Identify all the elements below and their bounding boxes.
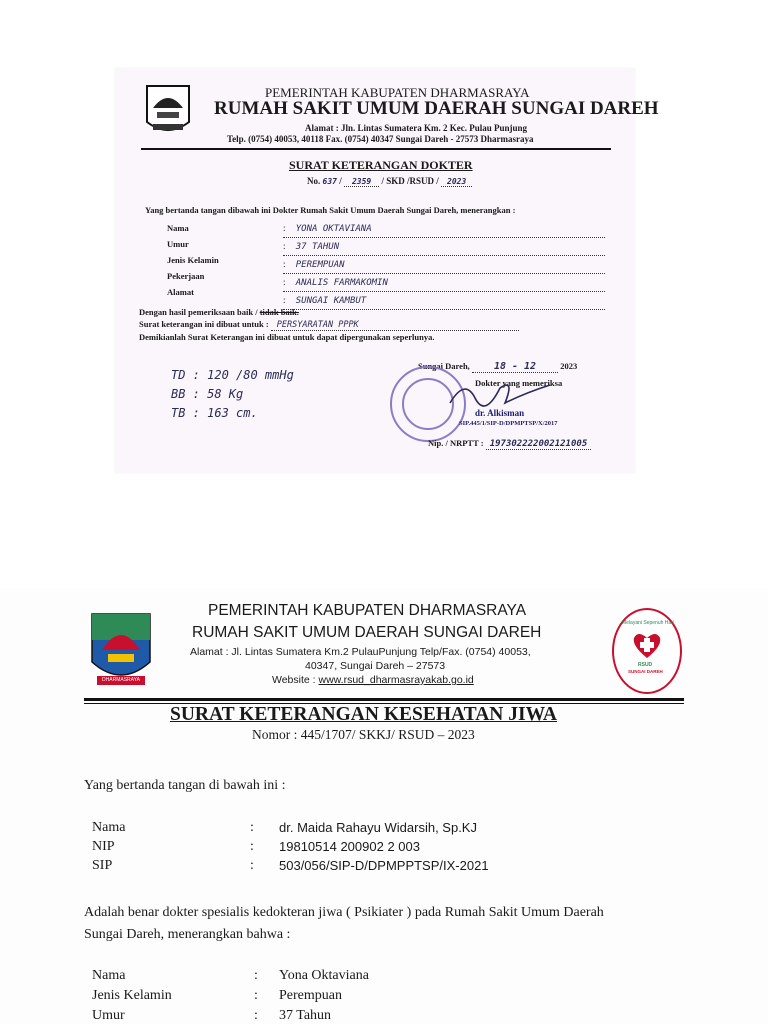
signer-labels bbox=[92, 818, 125, 875]
vital-sign-item: TB : 163 cm. bbox=[171, 406, 258, 420]
certificate-title: SURAT KETERANGAN KESEHATAN JIWA bbox=[170, 704, 558, 725]
signature-icon bbox=[445, 373, 555, 413]
hospital-address-cont: 40347, Sungai Dareh – 27573 bbox=[305, 660, 446, 672]
signing-date: Sungai Dareh, 18 - 12 2023 bbox=[418, 361, 578, 372]
field-value: SUNGAI KAMBUT bbox=[295, 296, 367, 306]
hospital-address: Alamat : Jln. Lintas Sumatera Km. 2 Kec. Pulau Punjung bbox=[305, 123, 528, 133]
header-divider-thick bbox=[84, 698, 684, 701]
signer-label: NIP bbox=[92, 839, 115, 854]
field-label: Alamat bbox=[167, 287, 194, 297]
patient-values bbox=[279, 966, 369, 1026]
field-label: Umur bbox=[167, 239, 189, 249]
hospital-logo-text: RSUD bbox=[638, 662, 653, 668]
patient-field-labels bbox=[167, 220, 219, 300]
signer-value: 503/056/SIP-D/DPMPPTSP/IX-2021 bbox=[279, 858, 489, 873]
patient-labels bbox=[92, 966, 172, 1026]
emblem-ribbon: DHARMASRAYA bbox=[97, 676, 145, 685]
hospital-address: Alamat : Jl. Lintas Sumatera Km.2 PulauPunjung Telp/Fax. (0754) 40053, bbox=[190, 646, 531, 658]
field-label: Pekerjaan bbox=[167, 271, 205, 281]
certificate-number: Nomor : 445/1707/ SKKJ/ RSUD – 2023 bbox=[252, 727, 475, 742]
signer-colons: : : : bbox=[250, 820, 254, 873]
hospital-logo-subtext: SUNGAI DAREH bbox=[628, 669, 663, 674]
patient-colons: : : : bbox=[254, 968, 258, 1023]
doctor-name: dr. Alkisman bbox=[475, 408, 525, 418]
hospital-name: RUMAH SAKIT UMUM DAERAH SUNGAI DAREH bbox=[214, 98, 659, 119]
certificate-number: No. 637 / 2359 / SKD /RSUD / 2023 bbox=[307, 176, 472, 186]
nip-line: Nip. / NRPTT : 197302222002121005 bbox=[428, 438, 591, 449]
doctor-sip: SIP.445/1/SIP-D/DPMPTSP/X/2017 bbox=[459, 420, 558, 427]
signer-values bbox=[279, 818, 489, 875]
hospital-logo bbox=[612, 608, 682, 694]
field-value: ANALIS FARMAKOMIN bbox=[295, 278, 388, 288]
field-value: 37 TAHUN bbox=[295, 242, 340, 252]
vital-sign-item: TD : 120 /80 mmHg bbox=[171, 368, 294, 382]
gov-name: PEMERINTAH KABUPATEN DHARMASRAYA bbox=[208, 602, 527, 619]
hospital-contact: Telp. (0754) 40053, 40118 Fax. (0754) 40347 Sungai Dareh - 27573 Dharmasraya bbox=[227, 134, 534, 144]
closing-text: Demikianlah Surat Keterangan ini dibuat untuk dapat dipergunakan seperlunya. bbox=[139, 332, 435, 342]
examiner-label: Dokter yang memeriksa bbox=[475, 378, 563, 388]
hospital-name: RUMAH SAKIT UMUM DAERAH SUNGAI DAREH bbox=[192, 624, 542, 641]
patient-field-values: : YONA OKTAVIANA : 37 TAHUN : PEREMPUAN : ANALIS FARMAKOMIN : SUNGAI KAMBUT bbox=[283, 220, 605, 310]
vital-sign-item: BB : 58 Kg bbox=[171, 387, 244, 401]
vital-signs bbox=[171, 366, 294, 423]
result-text: Dengan hasil pemeriksaan baik / tidak baik. bbox=[139, 307, 299, 317]
signer-value: 19810514 200902 2 003 bbox=[279, 839, 420, 854]
field-label: Jenis Kelamin bbox=[167, 255, 219, 265]
signer-label: Nama bbox=[92, 820, 126, 835]
website-link[interactable]: www.rsud_dharmasrayakab.go.id bbox=[318, 674, 474, 686]
hospital-website-line: Website : www.rsud_dharmasrayakab.go.id bbox=[272, 674, 474, 686]
field-value: YONA OKTAVIANA bbox=[295, 224, 372, 234]
intro-text: Yang bertanda tangan dibawah ini Dokter Rumah Sakit Umum Daerah Sungai Dareh, menerangkan : bbox=[145, 205, 516, 215]
certificate-title: SURAT KETERANGAN DOKTER bbox=[289, 158, 473, 172]
signer-value: dr. Maida Rahayu Widarsih, Sp.KJ bbox=[279, 820, 477, 835]
field-value: PEREMPUAN bbox=[295, 260, 345, 270]
regency-emblem-icon bbox=[143, 82, 193, 138]
hospital-logo-arc: Melayani Sepenuh Hati bbox=[622, 620, 674, 626]
statement-text: Adalah benar dokter spesialis kedokteran jiwa ( Psikiater ) pada Rumah Sakit Umum Daerah Sungai Dareh, menerangkan bahwa : bbox=[84, 905, 604, 942]
intro-text: Yang bertanda tangan di bawah ini : bbox=[84, 778, 286, 793]
purpose-line: Surat keterangan ini dibuat untuk : PERSYARATAN PPPK bbox=[139, 319, 657, 330]
signer-label: SIP bbox=[92, 858, 113, 873]
patient-label: Umur bbox=[92, 1008, 125, 1023]
mental-health-certificate-document bbox=[0, 588, 768, 1024]
patient-value: Yona Oktaviana bbox=[279, 968, 369, 983]
gov-name: PEMERINTAH KABUPATEN DHARMASRAYA bbox=[265, 85, 530, 100]
patient-value: Perempuan bbox=[279, 988, 342, 1003]
doctor-certificate-document bbox=[115, 68, 659, 473]
heart-cross-icon bbox=[630, 630, 664, 660]
header-divider bbox=[141, 148, 611, 150]
field-label: Nama bbox=[167, 223, 189, 233]
patient-label: Nama bbox=[92, 968, 126, 983]
patient-value: 37 Tahun bbox=[279, 1008, 332, 1023]
patient-label: Jenis Kelamin bbox=[92, 988, 172, 1003]
